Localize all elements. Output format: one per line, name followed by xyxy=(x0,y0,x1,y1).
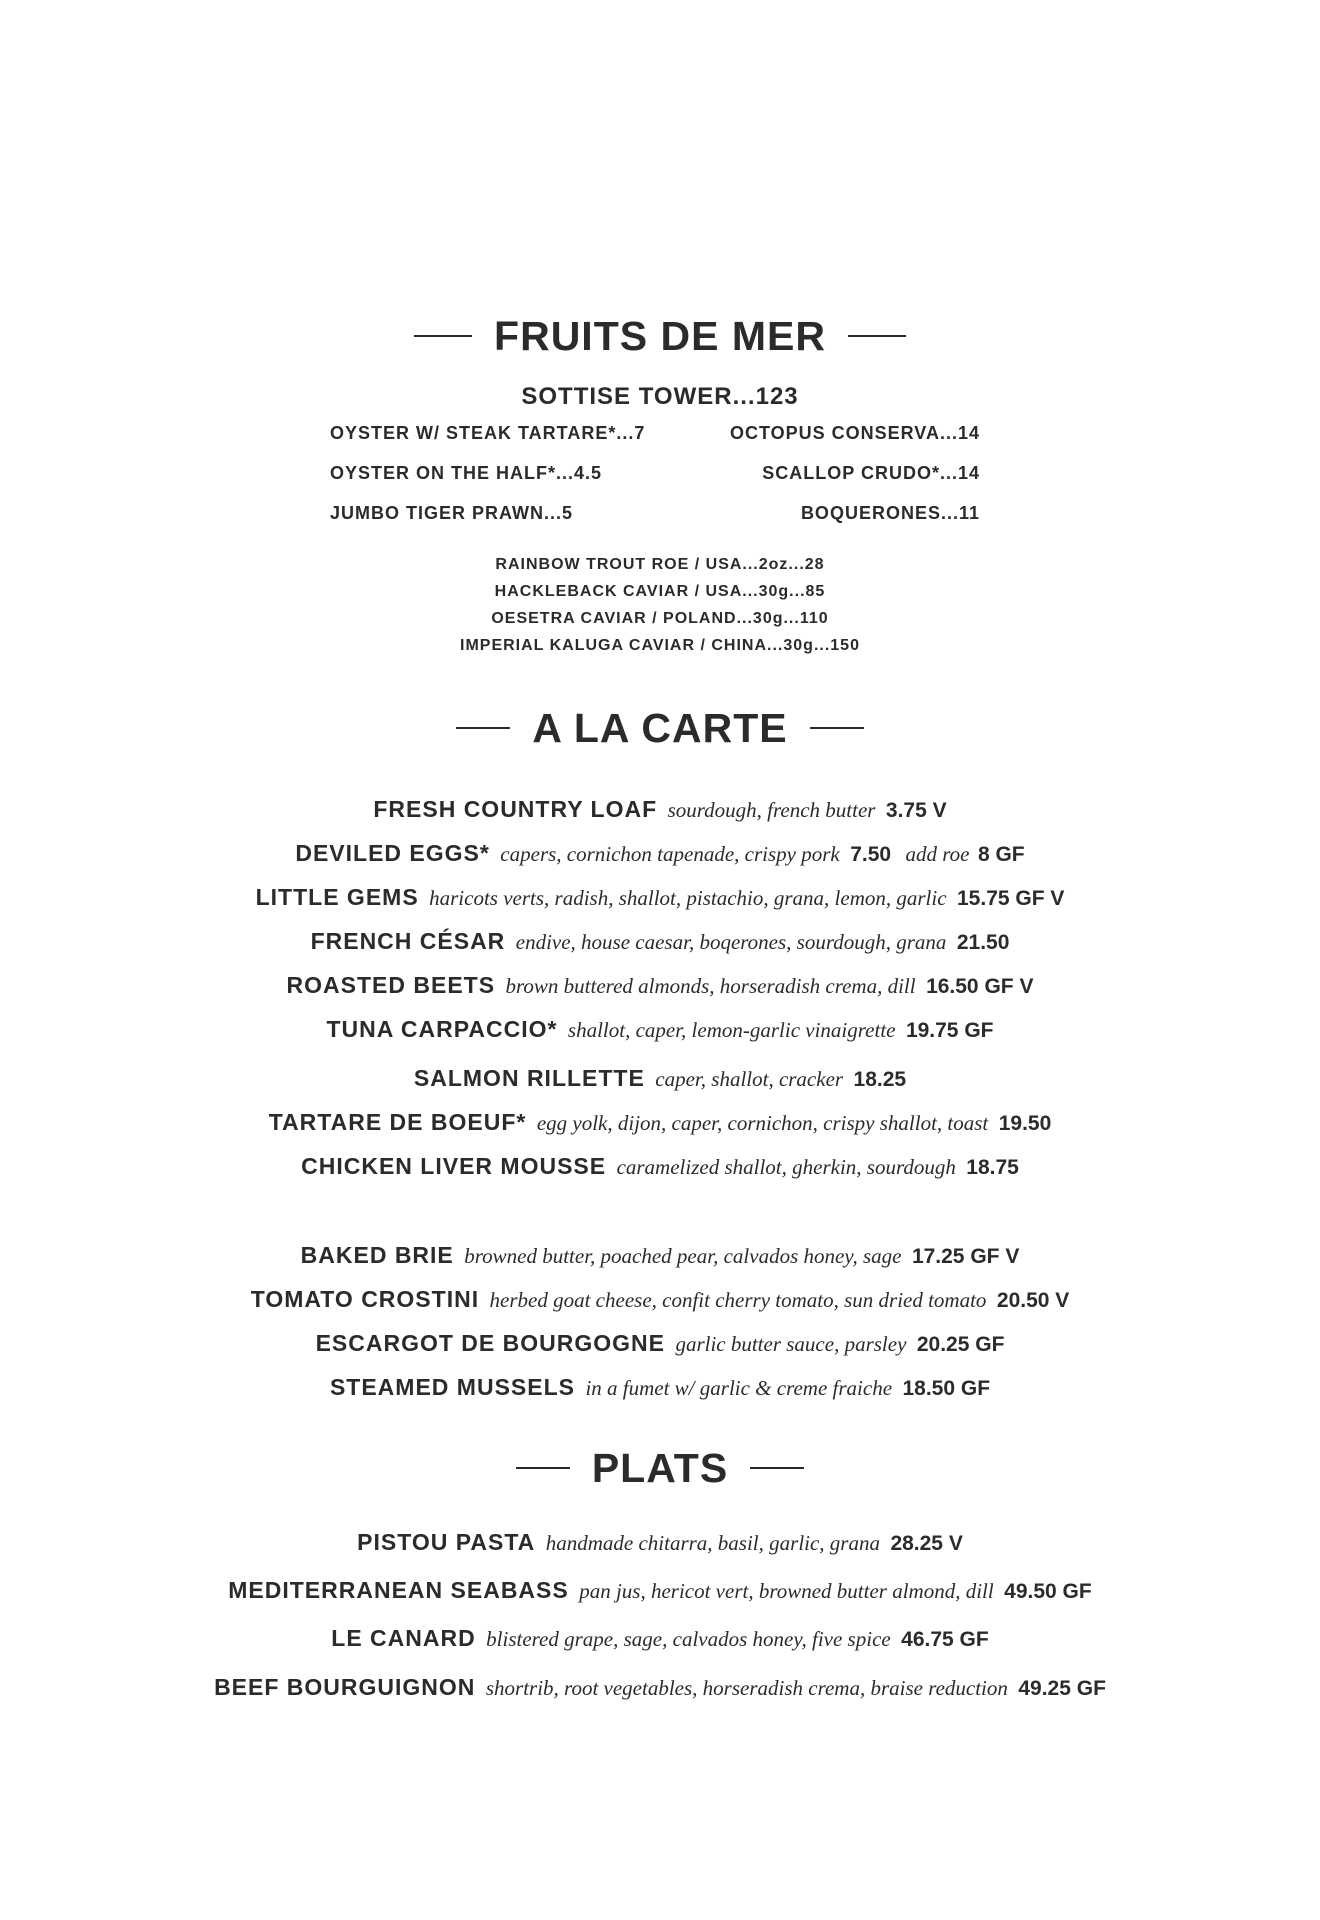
item-name: LE CANARD xyxy=(331,1625,476,1651)
section-heading-plats xyxy=(0,1442,1320,1494)
menu-item xyxy=(0,1238,1320,1272)
item-price: 49.50 GF xyxy=(1004,1580,1092,1603)
item-price: 28.25 V xyxy=(890,1532,963,1555)
item-description: haricots verts, radish, shallot, pistachio, grana, lemon, garlic xyxy=(429,886,947,910)
item-name: ESCARGOT DE BOURGOGNE xyxy=(315,1330,665,1356)
item-price: 19.75 GF xyxy=(905,1019,994,1042)
item-price: 21.50 xyxy=(956,931,1010,954)
item-price: 18.75 xyxy=(966,1156,1019,1179)
item-description: endive, house caesar, boqerones, sourdough, grana xyxy=(515,930,947,954)
item-price: 16.50 GF V xyxy=(926,975,1034,998)
menu-item xyxy=(0,1621,1320,1655)
item-description: sourdough, french butter xyxy=(667,798,876,822)
item-description: in a fumet w/ garlic & creme fraiche xyxy=(585,1376,893,1400)
item-addon: add roe xyxy=(905,842,970,866)
item-price: 46.75 GF xyxy=(901,1628,989,1651)
item-price: 49.25 GF xyxy=(1018,1677,1106,1700)
item-price: 3.75 V xyxy=(885,799,947,822)
item-name: FRESH COUNTRY LOAF xyxy=(373,796,658,822)
section-heading-a-la-carte xyxy=(0,702,1320,754)
heading-rule-left xyxy=(456,727,510,729)
section-title: FRUITS DE MER xyxy=(494,312,826,359)
menu-item xyxy=(0,1525,1320,1559)
heading-rule-right xyxy=(750,1467,804,1469)
item-description: handmade chitarra, basil, garlic, grana xyxy=(545,1531,880,1555)
item-description: browned butter, poached pear, calvados honey, sage xyxy=(464,1244,902,1268)
heading-rule-right xyxy=(810,727,864,729)
item-name: TUNA CARPACCIO* xyxy=(326,1016,558,1042)
heading-rule-left xyxy=(516,1467,570,1469)
section-title: PLATS xyxy=(591,1444,729,1491)
menu-item xyxy=(0,1061,1320,1095)
item-description: shallot, caper, lemon-garlic vinaigrette xyxy=(567,1018,896,1042)
item-price: 7.50 xyxy=(850,843,892,866)
raw-bar-item: OCTOPUS CONSERVA...14 xyxy=(729,423,980,443)
item-description: shortrib, root vegetables, horseradish crema, braise reduction xyxy=(485,1676,1008,1700)
raw-bar-item: OYSTER W/ STEAK TARTARE*...7 xyxy=(330,423,646,443)
item-name: MEDITERRANEAN SEABASS xyxy=(228,1577,569,1603)
item-addon-price: 8 GF xyxy=(977,843,1025,866)
item-name: LITTLE GEMS xyxy=(255,884,419,910)
item-description: brown buttered almonds, horseradish crema, dill xyxy=(505,974,916,998)
menu-item xyxy=(0,1573,1320,1607)
item-description: pan jus, hericot vert, browned butter almond, dill xyxy=(579,1579,994,1603)
raw-bar-item: BOQUERONES...11 xyxy=(800,503,980,523)
item-description: egg yolk, dijon, caper, cornichon, crispy shallot, toast xyxy=(536,1111,989,1135)
caviar-item: OESETRA CAVIAR / POLAND...30g...110 xyxy=(491,610,829,627)
heading-rule-right xyxy=(848,335,906,337)
menu-item xyxy=(0,1370,1320,1404)
item-description: caramelized shallot, gherkin, sourdough xyxy=(616,1155,956,1179)
menu-item xyxy=(0,880,1320,914)
item-name: STEAMED MUSSELS xyxy=(329,1374,575,1400)
item-description: blistered grape, sage, calvados honey, five spice xyxy=(486,1627,891,1651)
caviar-item: RAINBOW TROUT ROE / USA...2oz...28 xyxy=(495,556,825,573)
item-name: BEEF BOURGUIGNON xyxy=(214,1674,476,1700)
item-name: PISTOU PASTA xyxy=(357,1529,536,1555)
menu-item xyxy=(0,1670,1320,1704)
item-price: 18.50 GF xyxy=(902,1377,991,1400)
section-heading-fruits-de-mer xyxy=(0,310,1320,362)
menu-item xyxy=(0,836,1320,870)
item-description: herbed goat cheese, confit cherry tomato, sun dried tomato xyxy=(489,1288,987,1312)
heading-rule-left xyxy=(414,335,472,337)
item-price: 17.25 GF V xyxy=(911,1245,1020,1268)
menu-item xyxy=(0,924,1320,958)
item-price: 15.75 GF V xyxy=(957,887,1065,910)
item-price: 20.50 V xyxy=(996,1289,1070,1312)
raw-bar-item: JUMBO TIGER PRAWN...5 xyxy=(330,503,574,523)
menu-item xyxy=(0,968,1320,1002)
item-name: TOMATO CROSTINI xyxy=(250,1286,480,1312)
item-price: 19.50 xyxy=(998,1112,1052,1135)
menu-item xyxy=(0,1105,1320,1139)
item-description: garlic butter sauce, parsley xyxy=(675,1332,907,1356)
item-name: TARTARE DE BOEUF* xyxy=(268,1109,527,1135)
menu-item xyxy=(0,1326,1320,1360)
item-price: 18.25 xyxy=(853,1068,907,1091)
menu-item xyxy=(0,1282,1320,1316)
caviar-item: IMPERIAL KALUGA CAVIAR / CHINA...30g...150 xyxy=(460,637,860,654)
menu-item xyxy=(0,792,1320,826)
menu-item xyxy=(0,1012,1320,1046)
section-title: A LA CARTE xyxy=(532,704,788,751)
item-name: FRENCH CÉSAR xyxy=(310,928,506,954)
caviar-item: HACKLEBACK CAVIAR / USA...30g...85 xyxy=(494,583,826,600)
item-name: CHICKEN LIVER MOUSSE xyxy=(301,1153,607,1179)
item-name: DEVILED EGGS* xyxy=(295,840,490,866)
raw-bar-item: SCALLOP CRUDO*...14 xyxy=(762,463,980,483)
menu-item xyxy=(0,1149,1320,1183)
caviar-list xyxy=(0,551,1320,659)
raw-bar-item: OYSTER ON THE HALF*...4.5 xyxy=(330,463,603,483)
item-name: ROASTED BEETS xyxy=(286,972,496,998)
item-name: BAKED BRIE xyxy=(300,1242,454,1268)
item-price: 20.25 GF xyxy=(916,1333,1005,1356)
item-description: caper, shallot, cracker xyxy=(655,1067,844,1091)
tower-item: SOTTISE TOWER...123 xyxy=(521,383,799,410)
item-name: SALMON RILLETTE xyxy=(413,1065,645,1091)
item-description: capers, cornichon tapenade, crispy pork xyxy=(500,842,840,866)
